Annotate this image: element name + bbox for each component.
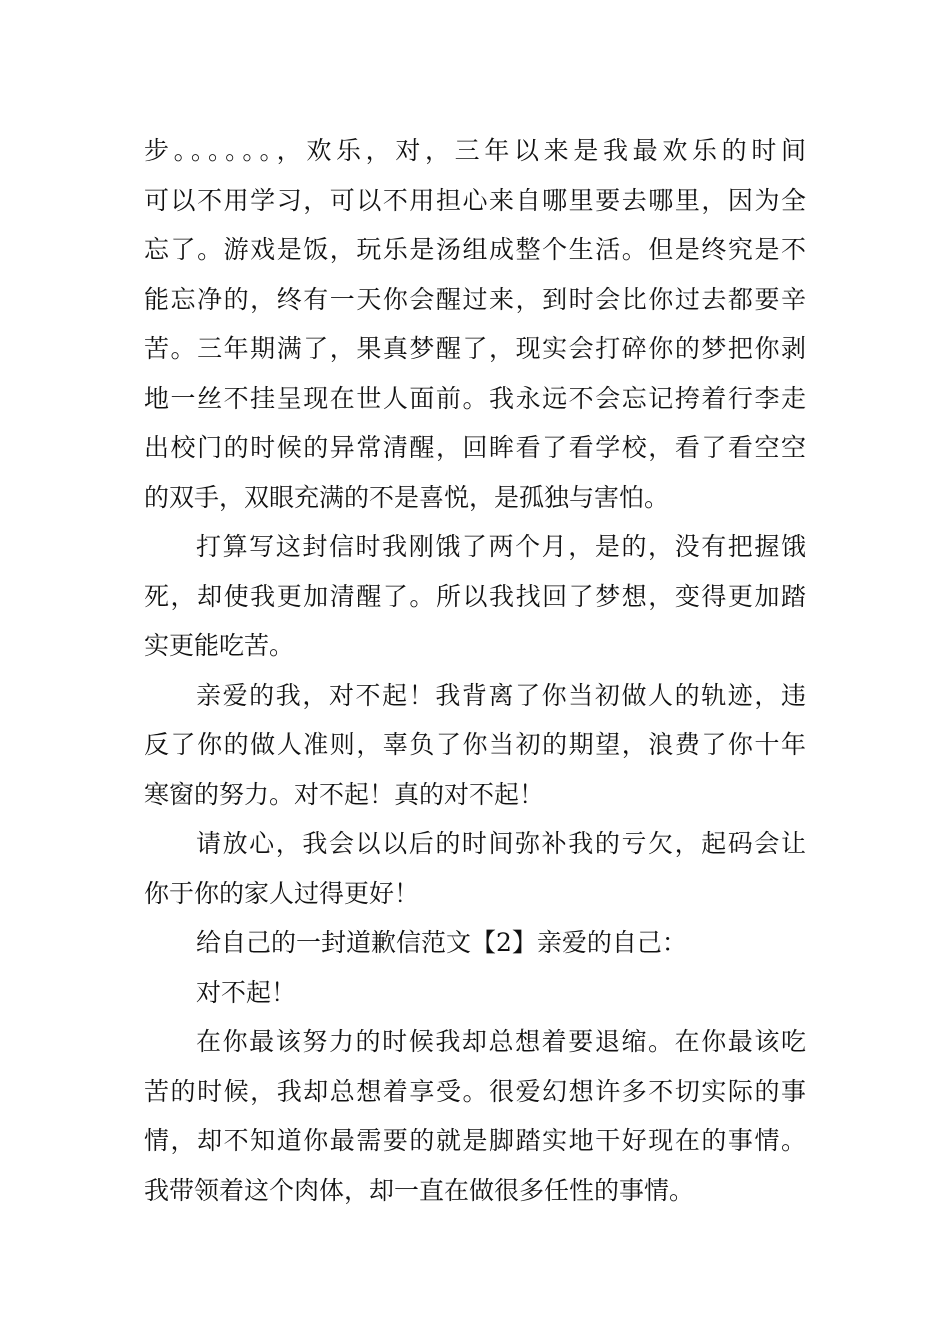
text-line: 我带领着这个肉体，却一直在做很多任性的事情。 <box>144 1175 695 1205</box>
paragraph-first-line: 在你最该努力的时候我却总想着要退缩。在你最该吃 <box>196 1027 806 1056</box>
salutation-line: 对不起！ <box>196 977 297 1007</box>
text-line: 步。。。。。。，欢乐，对，三年以来是我最欢乐的时间 <box>144 136 806 165</box>
text-line: 苦的时候，我却总想着享受。很爱幻想许多不切实际的事 <box>144 1076 806 1106</box>
text-line: 情，却不知道你最需要的就是脚踏实地干好现在的事情。 <box>144 1126 806 1155</box>
text-line: 可以不用学习，可以不用担心来自哪里要去哪里，因为全 <box>144 185 806 215</box>
text-line: 能忘净的，终有一天你会醒过来，到时会比你过去都要辛 <box>144 284 806 314</box>
text-line: 反了你的做人准则，辜负了你当初的期望，浪费了你十年 <box>144 730 806 759</box>
text-line: 出校门的时候的异常清醒，回眸看了看学校，看了看空空 <box>144 433 806 462</box>
section-heading: 给自己的一封道歉信范文【2】亲爱的自己： <box>196 928 687 957</box>
text-line: 的双手，双眼充满的不是喜悦，是孤独与害怕。 <box>144 482 670 512</box>
text-line: 实更能吃苦。 <box>144 631 295 660</box>
text-line: 死，却使我更加清醒了。所以我找回了梦想，变得更加踏 <box>144 581 806 611</box>
text-line: 寒窗的努力。对不起！真的对不起！ <box>144 779 545 809</box>
text-line: 忘了。游戏是饭，玩乐是汤组成整个生活。但是终究是不 <box>144 235 806 264</box>
text-line: 你于你的家人过得更好！ <box>144 878 420 908</box>
paragraph-first-line: 请放心，我会以以后的时间弥补我的亏欠，起码会让 <box>196 829 806 858</box>
paragraph-first-line: 亲爱的我，对不起！我背离了你当初做人的轨迹，违 <box>196 680 806 710</box>
letter-body <box>144 126 806 1215</box>
paragraph-first-line: 打算写这封信时我刚饿了两个月，是的，没有把握饿 <box>196 532 806 561</box>
text-line: 苦。三年期满了，果真梦醒了，现实会打碎你的梦把你剥 <box>144 334 806 363</box>
text-line: 地一丝不挂呈现在世人面前。我永远不会忘记挎着行李走 <box>144 383 806 413</box>
